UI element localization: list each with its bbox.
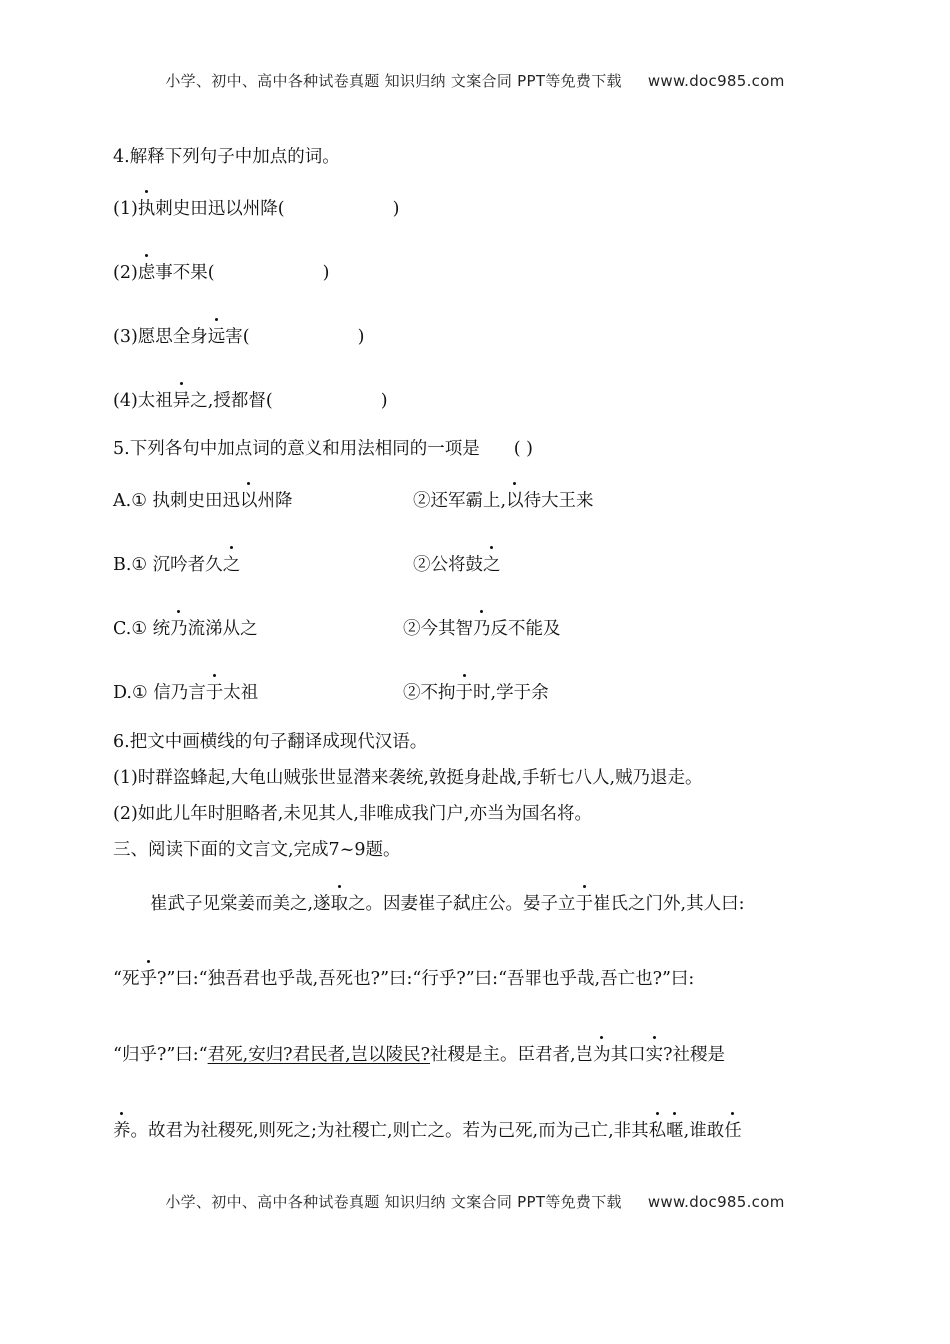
q5-option-d-2: ②不拘于时,学于余	[403, 683, 549, 703]
q5-option-c-2: ②今其智乃反不能及	[403, 619, 561, 639]
header-url: www.doc985.com	[647, 72, 785, 90]
dotted-char: 远	[207, 327, 226, 347]
q4-title: 4.解释下列句子中加点的词。	[113, 147, 340, 167]
q5-option-d-1: D.① 信乃言于太祖	[113, 683, 259, 703]
dotted-char: 异	[172, 391, 191, 411]
passage-line-1: 崔武子见棠姜而美之,遂取之。因妻崔子弑庄公。晏子立于崔氏之门外,其人曰:	[150, 894, 745, 914]
footer-text: 小学、初中、高中各种试卷真题 知识归纳 文案合同 PPT等免费下载	[165, 1193, 622, 1211]
q4-item-3: (3)愿思全身远害( )	[113, 327, 365, 347]
q5-option-a-2: ②还军霸上,以待大王来	[413, 491, 594, 511]
q5-option-b-1: B.① 沉吟者久之	[113, 555, 241, 575]
dotted-char: 虑	[137, 263, 156, 283]
q6-sentence-1: (1)时群盗蜂起,大龟山贼张世显潜来袭统,敦挺身赴战,手斩七八人,贼乃退走。	[113, 768, 703, 788]
q5-option-a-1: A.① 执刺史田迅以州降	[113, 491, 293, 511]
q5-option-c-1: C.① 统乃流涕从之	[113, 619, 258, 639]
dotted-char: 执	[137, 199, 156, 219]
q4-item-1: (1)执刺史田迅以州降( )	[113, 199, 400, 219]
section-3-title: 三、阅读下面的文言文,完成7~9题。	[113, 840, 401, 860]
q4-item-4: (4)太祖异之,授都督( )	[113, 391, 388, 411]
q6-title: 6.把文中画横线的句子翻译成现代汉语。	[113, 732, 428, 752]
q5-option-b-2: ②公将鼓之	[413, 555, 501, 575]
answer-paren: ( )	[513, 439, 533, 459]
q4-item-2: (2)虑事不果( )	[113, 263, 330, 283]
page-footer	[0, 1191, 950, 1212]
passage-line-2: “死乎?”曰:“独吾君也乎哉,吾死也?”曰:“行乎?”曰:“吾罪也乎哉,吾亡也?”曰:	[113, 969, 695, 989]
underlined-sentence: 君死,安归?君民者,岂以陵民?	[207, 1045, 431, 1065]
passage-line-3: “归乎?”曰:“君死,安归?君民者,岂以陵民?社稷是主。臣君者,岂为其口实?社稷是	[113, 1045, 725, 1065]
q5-title: 5.下列各句中加点词的意义和用法相同的一项是 ( )	[113, 439, 533, 459]
passage-line-4: 养。故君为社稷死,则死之;为社稷亡,则亡之。若为己死,而为己亡,非其私暱,谁敢任	[113, 1121, 742, 1141]
page-header	[0, 70, 950, 91]
q6-sentence-2: (2)如此儿年时胆略者,未见其人,非唯成我门户,亦当为国名将。	[113, 804, 592, 824]
header-text: 小学、初中、高中各种试卷真题 知识归纳 文案合同 PPT等免费下载	[165, 72, 622, 90]
footer-url: www.doc985.com	[647, 1193, 785, 1211]
